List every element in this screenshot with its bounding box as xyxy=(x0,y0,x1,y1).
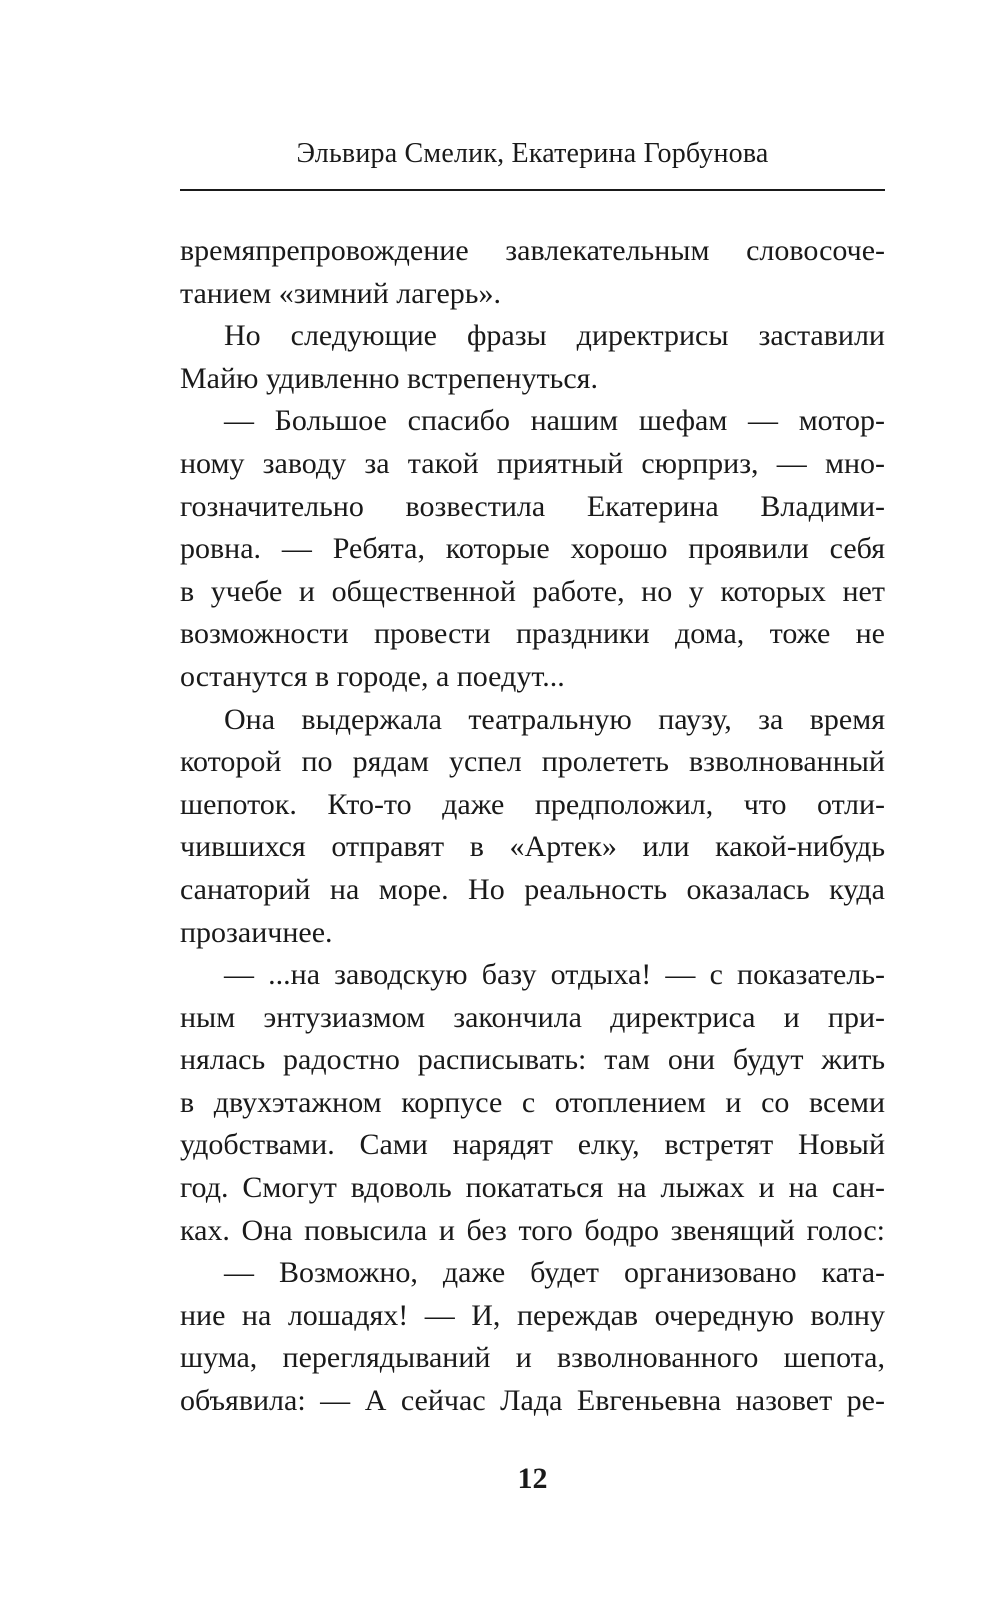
text-line: возможности провести праздники дома, тоже не xyxy=(180,617,885,651)
text-line: ровна. — Ребята, которые хорошо проявили себя xyxy=(180,532,885,566)
text-line: останутся в городе, а поедут... xyxy=(180,659,565,693)
text-line: объявила: — А сейчас Лада Евгеньевна назовет ре- xyxy=(180,1384,885,1418)
text-line: Она выдержала театральную паузу, за время xyxy=(224,702,885,736)
text-line: в учебе и общественной работе, но у которых нет xyxy=(180,574,885,608)
running-head: Эльвира Смелик, Екатерина Горбунова xyxy=(296,138,769,169)
text-line: санаторий на море. Но реальность оказалась куда xyxy=(180,872,885,906)
text-line: нялась радостно расписывать: там они будут жить xyxy=(180,1043,885,1077)
text-line: Майю удивленно встрепенуться. xyxy=(180,361,598,395)
text-line: год. Смогут вдоволь покататься на лыжах и на сан- xyxy=(180,1171,885,1205)
text-line: танием «зимний лагерь». xyxy=(180,276,501,310)
text-line: прозаичнее. xyxy=(180,915,333,949)
text-line: шепоток. Кто-то даже предположил, что отли- xyxy=(180,787,885,821)
text-line: ным энтузиазмом закончила директриса и при- xyxy=(180,1000,885,1034)
text-line: которой по рядам успел пролететь взволнованный xyxy=(180,745,885,779)
text-line: ние на лошадях! — И, переждав очередную волну xyxy=(180,1298,885,1332)
body-text xyxy=(180,230,885,1423)
text-line: — Большое спасибо нашим шефам — мотор- xyxy=(224,404,885,438)
text-line: времяпрепровождение завлекательным словосоче- xyxy=(180,234,885,267)
text-line: шума, переглядываний и взволнованного шепота, xyxy=(180,1341,885,1375)
text-line: чившихся отправят в «Артек» или какой-нибудь xyxy=(180,830,885,864)
text-line: удобствами. Сами нарядят елку, встретят Новый xyxy=(180,1128,885,1162)
page-number: 12 xyxy=(517,1462,548,1495)
header-rule xyxy=(180,189,885,191)
text-line: в двухэтажном корпусе с отоплением и со всеми xyxy=(180,1085,885,1119)
text-line: — ...на заводскую базу отдыха! — с показатель- xyxy=(224,958,885,992)
text-line: ному заводу за такой приятный сюрприз, — мно- xyxy=(180,446,885,480)
text-line: гозначительно возвестила Екатерина Владими- xyxy=(180,489,885,523)
text-line: — Возможно, даже будет организовано ката- xyxy=(224,1256,885,1290)
text-line: ках. Она повысила и без того бодро звенящий голос: xyxy=(180,1213,885,1247)
text-line: Но следующие фразы директрисы заставили xyxy=(224,319,885,353)
